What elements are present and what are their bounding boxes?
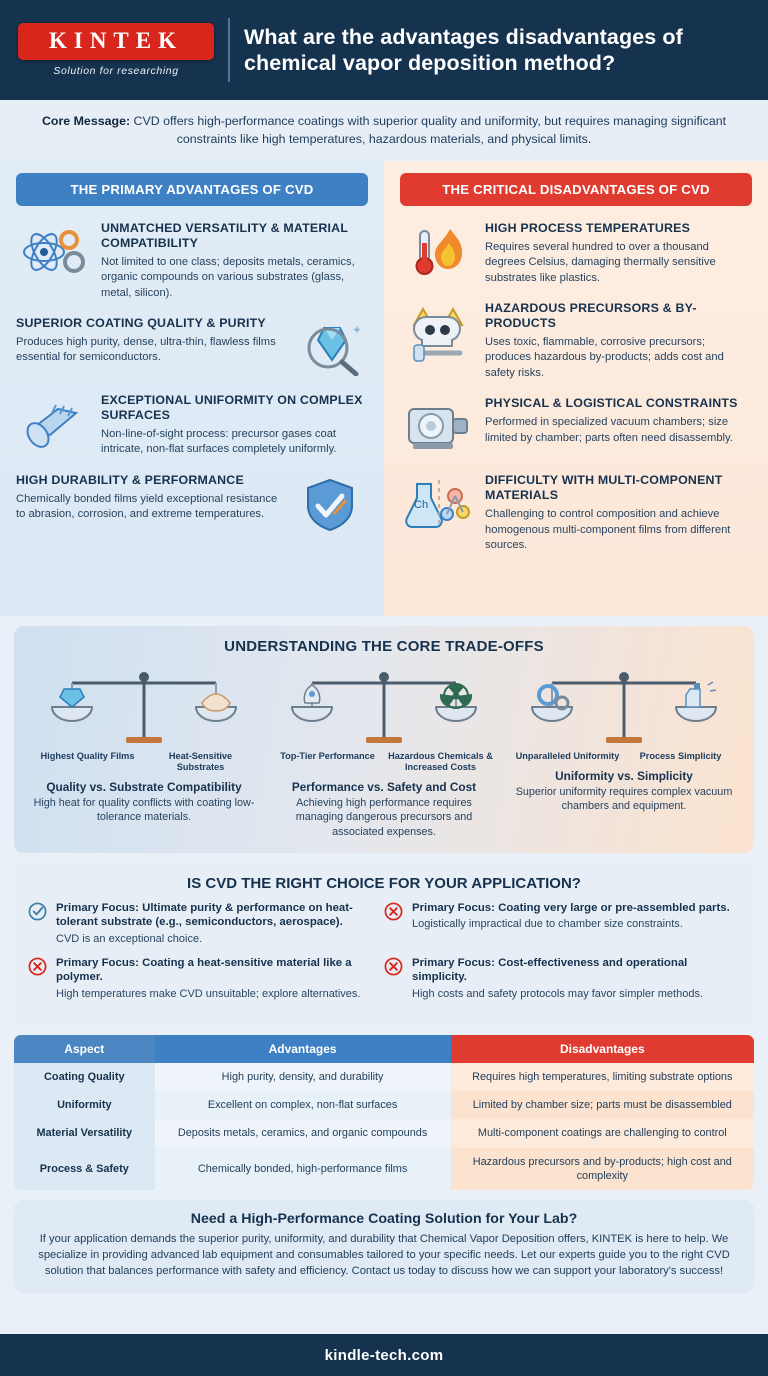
tradeoff-heading: Performance vs. Safety and Cost bbox=[291, 779, 477, 794]
table-row bbox=[14, 1091, 754, 1119]
tradeoff-right-label: Hazardous Chemicals & Increased Costs bbox=[388, 750, 493, 772]
table-cell-disadvantage: Limited by chamber size; parts must be disassembled bbox=[451, 1091, 754, 1119]
disadvantages-banner: THE CRITICAL DISADVANTAGES OF CVD bbox=[400, 173, 752, 206]
decision-item bbox=[384, 956, 740, 1011]
tradeoff-left-label: Unparalleled Uniformity bbox=[515, 750, 620, 761]
table-header-row bbox=[14, 1035, 754, 1063]
tradeoff-body: Achieving high performance requires managing dangerous precursors and associated expenses. bbox=[295, 796, 473, 838]
svg-text:✦: ✦ bbox=[352, 323, 363, 338]
core-message-text: CVD offers high-performance coatings with superior quality and uniformity, but requires managing significant constraints like high temperatures, hazardous materials, and physical limits. bbox=[130, 114, 727, 146]
table-row bbox=[14, 1063, 754, 1091]
disadvantage-body: Requires several hundred to over a thousand degrees Celsius, damaging thermally sensitive substrates like plastics. bbox=[485, 240, 716, 284]
tradeoffs-section bbox=[14, 626, 754, 853]
table-cell-aspect: Uniformity bbox=[14, 1091, 155, 1119]
shield-check-icon bbox=[294, 473, 368, 535]
disadvantage-text bbox=[485, 396, 752, 446]
disadvantages-column bbox=[384, 161, 768, 616]
advantage-body: Non-line-of-sight process: precursor gases coat intricate, non-flat surfaces completely uniformly. bbox=[101, 427, 337, 456]
flask-molecule-icon bbox=[400, 473, 474, 535]
decision-grid bbox=[28, 901, 740, 1011]
tradeoff-body: High heat for quality conflicts with coating low-tolerance materials. bbox=[33, 796, 255, 824]
header-divider bbox=[228, 18, 230, 82]
decision-body: High costs and safety protocols may favor simpler methods. bbox=[412, 987, 704, 1000]
check-circle-icon bbox=[28, 901, 48, 946]
disadvantage-body: Challenging to control composition and achieve homogenous multi-component films from different sources. bbox=[485, 508, 731, 551]
advantage-text bbox=[101, 221, 368, 301]
comparison-table bbox=[14, 1035, 754, 1190]
disadvantage-text bbox=[485, 301, 752, 381]
decision-text bbox=[56, 901, 376, 946]
disadvantage-body: Performed in specialized vacuum chambers; size limited by chamber; parts often need disassembly. bbox=[485, 416, 733, 444]
table-cell-advantage: Deposits metals, ceramics, and organic compounds bbox=[155, 1119, 451, 1147]
tradeoff-item bbox=[264, 663, 504, 839]
tradeoff-right-label: Process Simplicity bbox=[639, 750, 722, 761]
disadvantage-item bbox=[400, 473, 752, 553]
table-header-disadvantages: Disadvantages bbox=[451, 1035, 754, 1063]
advantage-item bbox=[16, 473, 368, 535]
cta-body: If your application demands the superior purity, uniformity, and durability that Chemical Vapor Deposition offers, KINTEK is here to help. We specialize in providing advanced lab equipment and consumables tailored to your specific needs. Let our experts guide you to the right CVD solution that balances performance with safety and efficiency. Contact us today to discuss how we can support your laboratory's success! bbox=[38, 1232, 730, 1277]
tradeoff-heading: Uniformity vs. Simplicity bbox=[555, 768, 693, 783]
balance-scale-icon bbox=[524, 663, 724, 753]
decision-item bbox=[28, 901, 384, 956]
decision-title: IS CVD THE RIGHT CHOICE FOR YOUR APPLICATION? bbox=[187, 875, 581, 893]
decision-heading: Primary Focus: Coating a heat-sensitive material like a polymer. bbox=[56, 957, 352, 984]
table-row bbox=[14, 1119, 754, 1147]
advantage-body: Chemically bonded films yield exceptional resistance to abrasion, corrosion, and extreme temperatures. bbox=[16, 492, 278, 521]
table-cell-advantage: Excellent on complex, non-flat surfaces bbox=[155, 1091, 451, 1119]
tradeoff-body: Superior uniformity requires complex vacuum chambers and equipment. bbox=[515, 785, 733, 813]
cta-heading: Need a High-Performance Coating Solution for Your Lab? bbox=[190, 1210, 578, 1227]
logo-tagline: Solution for researching bbox=[53, 65, 179, 77]
table-cell-disadvantage: Requires high temperatures, limiting substrate options bbox=[451, 1063, 754, 1091]
decision-body: Logistically impractical due to chamber size constraints. bbox=[412, 918, 683, 931]
footer bbox=[0, 1334, 768, 1376]
tradeoffs-row bbox=[24, 663, 744, 839]
tradeoff-right-label: Heat-Sensitive Substrates bbox=[168, 750, 233, 772]
advantage-item bbox=[16, 393, 368, 458]
advantage-text bbox=[101, 393, 368, 458]
disadvantage-title: DIFFICULTY WITH MULTI-COMPONENT MATERIALS bbox=[485, 473, 723, 503]
advantage-title: SUPERIOR COATING QUALITY & PURITY bbox=[16, 316, 266, 331]
tradeoff-labels bbox=[511, 751, 737, 762]
advantage-title: UNMATCHED VERSATILITY & MATERIAL COMPATIBILITY bbox=[101, 220, 348, 250]
advantages-banner: THE PRIMARY ADVANTAGES OF CVD bbox=[16, 173, 368, 206]
logo bbox=[18, 23, 214, 77]
disadvantage-item bbox=[400, 396, 752, 458]
page-title: What are the advantages disadvantages of chemical vapor deposition method? bbox=[244, 24, 683, 75]
table-cell-disadvantage: Hazardous precursors and by-products; high cost and complexity bbox=[451, 1148, 754, 1190]
logo-text: KINTEK bbox=[48, 28, 184, 53]
coated-cylinder-icon bbox=[16, 393, 90, 455]
advantage-body: Not limited to one class; deposits metals, ceramics, organic compounds on various substrates (glass, metal, silicon). bbox=[101, 255, 355, 299]
decision-text bbox=[412, 956, 732, 1001]
svg-text:Ch: Ch bbox=[414, 499, 429, 512]
disadvantage-text bbox=[485, 473, 752, 553]
x-circle-icon bbox=[384, 956, 404, 1001]
footer-site: kindle-tech.com bbox=[324, 1346, 444, 1364]
decision-body: High temperatures make CVD unsuitable; explore alternatives. bbox=[56, 987, 361, 1000]
balance-scale-icon bbox=[284, 663, 484, 753]
table-cell-disadvantage: Multi-component coatings are challenging to control bbox=[451, 1119, 754, 1147]
pros-cons-section bbox=[0, 161, 768, 616]
tradeoffs-title: UNDERSTANDING THE CORE TRADE-OFFS bbox=[224, 637, 544, 655]
decision-heading: Primary Focus: Coating very large or pre-assembled parts. bbox=[412, 902, 730, 915]
table-cell-advantage: Chemically bonded, high-performance films bbox=[155, 1148, 451, 1190]
core-message-label: Core Message: bbox=[41, 114, 131, 128]
table-header-advantages: Advantages bbox=[155, 1035, 451, 1063]
core-message bbox=[0, 100, 768, 161]
advantage-text bbox=[16, 316, 283, 366]
advantage-title: EXCEPTIONAL UNIFORMITY ON COMPLEX SURFACES bbox=[101, 393, 363, 422]
decision-item bbox=[28, 956, 384, 1011]
table-cell-aspect: Process & Safety bbox=[14, 1148, 155, 1190]
thermometer-flame-icon bbox=[400, 221, 474, 283]
decision-heading: Primary Focus: Cost-effectiveness and operational simplicity. bbox=[412, 957, 688, 984]
tradeoff-heading: Quality vs. Substrate Compatibility bbox=[46, 779, 242, 794]
advantage-body: Produces high purity, dense, ultra-thin, flawless films essential for semiconductors. bbox=[16, 335, 276, 364]
decision-section bbox=[14, 863, 754, 1025]
disadvantage-title: HIGH PROCESS TEMPERATURES bbox=[485, 220, 691, 235]
tradeoff-item bbox=[504, 663, 744, 839]
advantage-title: HIGH DURABILITY & PERFORMANCE bbox=[16, 472, 244, 487]
x-circle-icon bbox=[28, 956, 48, 1001]
disadvantage-item bbox=[400, 221, 752, 286]
table-cell-advantage: High purity, density, and durability bbox=[155, 1063, 451, 1091]
advantage-item bbox=[16, 221, 368, 301]
advantages-column bbox=[0, 161, 384, 616]
table-cell-aspect: Material Versatility bbox=[14, 1119, 155, 1147]
tradeoff-left-label: Highest Quality Films bbox=[40, 750, 135, 761]
decision-text bbox=[412, 901, 730, 946]
table-row bbox=[14, 1148, 754, 1190]
gem-magnifier-icon bbox=[294, 316, 368, 378]
cta-section bbox=[14, 1200, 754, 1293]
tradeoff-left-label: Top-Tier Performance bbox=[280, 750, 375, 761]
disadvantage-body: Uses toxic, flammable, corrosive precursors; produces hazardous by-products; adds cost and safety risks. bbox=[485, 335, 724, 379]
vacuum-chamber-icon bbox=[400, 396, 474, 458]
decision-heading: Primary Focus: Ultimate purity & performance on heat-tolerant substrate (e.g., semiconductors, aerospace). bbox=[56, 902, 353, 929]
header bbox=[0, 0, 768, 100]
advantage-text bbox=[16, 473, 283, 523]
decision-text bbox=[56, 956, 376, 1001]
table-cell-aspect: Coating Quality bbox=[14, 1063, 155, 1091]
tradeoff-labels bbox=[271, 751, 497, 773]
tradeoff-labels bbox=[31, 751, 257, 773]
disadvantage-title: PHYSICAL & LOGISTICAL CONSTRAINTS bbox=[485, 396, 738, 411]
advantage-item bbox=[16, 316, 368, 378]
balance-scale-icon bbox=[44, 663, 244, 753]
disadvantage-title: HAZARDOUS PRECURSORS & BY-PRODUCTS bbox=[485, 301, 697, 331]
table-header-aspect: Aspect bbox=[14, 1035, 155, 1063]
logo-badge bbox=[18, 23, 214, 60]
decision-body: CVD is an exceptional choice. bbox=[56, 932, 203, 945]
tradeoff-item bbox=[24, 663, 264, 839]
skull-hazard-icon bbox=[400, 301, 474, 363]
disadvantage-text bbox=[485, 221, 752, 286]
disadvantage-item bbox=[400, 301, 752, 381]
x-circle-icon bbox=[384, 901, 404, 946]
atom-gears-icon bbox=[16, 221, 90, 283]
decision-item bbox=[384, 901, 740, 956]
